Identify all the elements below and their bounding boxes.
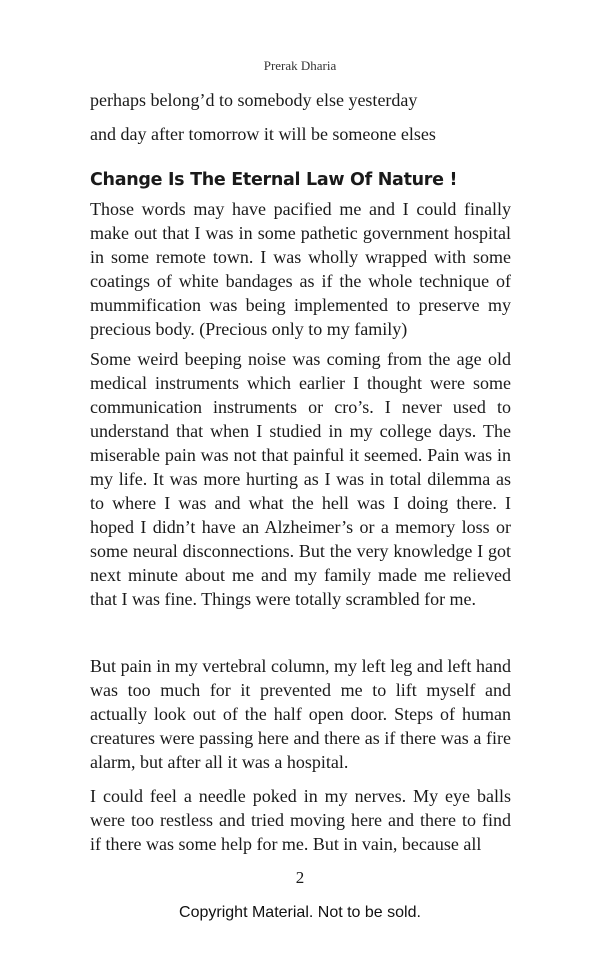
paragraph-2: [90, 347, 511, 611]
copyright-notice: Copyright Material. Not to be sold.: [179, 904, 421, 921]
paragraph-text: Those words may have pacified me and I could finally make out that I was in some pathetic government hospital in some remote town. I was wholly wrapped with some coatings of white bandages as if the whole technique of mummification was being implemented to preserve my precious body. (Precious only to my family): [90, 199, 511, 339]
paragraph-1: [90, 197, 511, 341]
paragraph-text: Some weird beeping noise was coming from the age old medical instruments which earlier I thought were some communication instruments or cro’s. I never used to understand that when I studied in my college days. The miserable pain was not that painful it seemed. Pain was in my life. It was more hurting as I was in total dilemma as to where I was and what the hell was I doing there. I hoped I didn’t have an Alzheimer’s or a memory loss or some neural disconnections. But the very knowledge I got next minute about me and my family made me relieved that I was fine. Things were totally scrambled for me.: [90, 349, 511, 609]
poem-line: perhaps belong’d to somebody else yesterday: [90, 90, 418, 110]
paragraph-3: [90, 654, 511, 774]
paragraph-4: [90, 784, 511, 856]
running-header-author: Prerak Dharia: [263, 58, 337, 73]
poem-line: and day after tomorrow it will be someone elses: [90, 124, 436, 144]
paragraph-text: But pain in my vertebral column, my left leg and left hand was too much for it prevented me to lift myself and actually look out of the half open door. Steps of human creatures were passing here and there as if there was a fire alarm, but after all it was a hospital.: [90, 656, 511, 772]
page-number: 2: [295, 868, 305, 887]
section-heading: Change Is The Eternal Law Of Nature !: [90, 170, 458, 190]
paragraph-text: I could feel a needle poked in my nerves. My eye balls were too restless and tried moving here and there to find if there was some help for me. But in vain, because all: [90, 786, 511, 854]
